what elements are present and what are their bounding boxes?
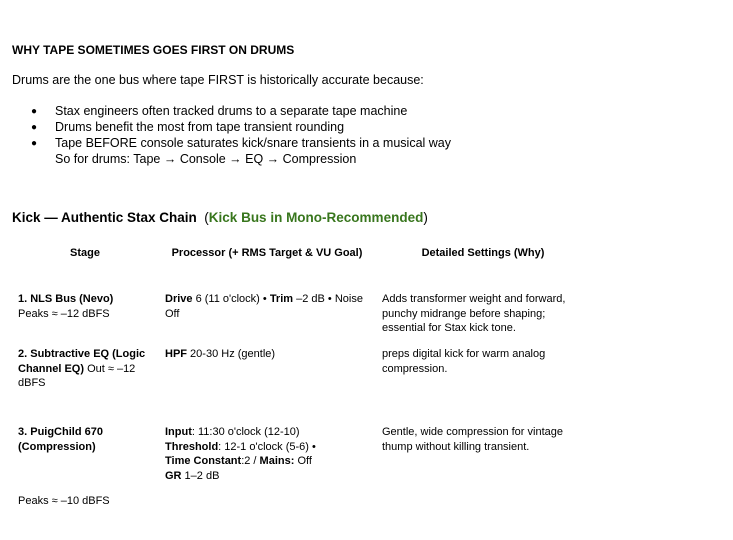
param-value: 20-30 Hz (gentle): [187, 348, 276, 360]
stage-name: 1. NLS Bus (Nevo): [18, 293, 114, 305]
processor-line: [165, 440, 369, 455]
bullet-text: Tape BEFORE console saturates kick/snare transients in a musical way: [55, 136, 452, 150]
param-label: Trim: [269, 293, 294, 305]
processor-cell: [165, 292, 369, 321]
param-value: –2 dB • Noise Off: [165, 293, 363, 320]
bullet-text: Drums benefit the most from tape transient rounding: [55, 120, 345, 134]
param-value: Off: [294, 455, 312, 467]
param-label: Mains:: [259, 455, 295, 467]
section-paren-open: (: [204, 210, 209, 225]
bullet-dot-icon: ●: [31, 106, 38, 117]
header-settings: Detailed Settings (Why): [421, 247, 545, 259]
param-value: : 11:30 o'clock (12-10): [191, 426, 300, 438]
header-processor: Processor (+ RMS Target & VU Goal): [171, 247, 363, 259]
footer-peaks: Peaks ≈ –10 dBFS: [18, 495, 110, 507]
bullet-text: Stax engineers often tracked drums to a separate tape machine: [55, 104, 408, 118]
stage-name: 2. Subtractive EQ (Logic Channel EQ): [18, 348, 146, 375]
section-paren-close: ): [423, 210, 428, 225]
intro-paragraph: Drums are the one bus where tape FIRST is historically accurate because:: [12, 73, 424, 87]
section-title: [12, 210, 428, 225]
section-note: Kick Bus in Mono-Recommended: [208, 210, 424, 225]
param-label: HPF: [165, 348, 187, 360]
page-heading: WHY TAPE SOMETIMES GOES FIRST ON DRUMS: [12, 43, 295, 57]
param-label: Threshold: [165, 440, 219, 453]
header-stage: Stage: [70, 247, 100, 259]
settings-cell: Adds transformer weight and forward, punchy midrange before shaping; essential for Stax kick tone.: [382, 293, 566, 334]
param-value: : 12-1 o'clock (5-6) •: [218, 440, 316, 453]
param-label: GR: [165, 469, 182, 482]
stage-peaks: Peaks ≈ –12 dBFS: [18, 307, 110, 320]
param-value: 6 (11 o'clock) •: [192, 293, 270, 305]
stage-cell: [18, 347, 150, 391]
param-label: Input: [165, 426, 192, 438]
stage-cell: [18, 425, 154, 454]
processor-line: [165, 454, 369, 469]
settings-cell: Gentle, wide compression for vintage thump without killing transient.: [382, 426, 563, 453]
stage-cell: [18, 292, 154, 321]
param-label: Time Constant: [165, 455, 242, 467]
bullet-continuation: So for drums: Tape → Console → EQ → Compression: [55, 152, 357, 166]
bullet-dot-icon: ●: [31, 122, 38, 133]
processor-line: [165, 469, 369, 484]
param-value: 1–2 dB: [181, 469, 220, 482]
section-title-text: Kick — Authentic Stax Chain: [12, 210, 197, 225]
stage-peaks: Out ≈ –12 dBFS: [18, 362, 136, 389]
param-label: Drive: [165, 293, 193, 305]
bullet-dot-icon: ●: [31, 138, 38, 149]
processor-cell: [165, 425, 369, 483]
stage-name: 3. PuigChild 670 (Compression): [18, 426, 103, 453]
processor-line: [165, 425, 369, 440]
processor-cell: [165, 347, 369, 362]
settings-cell: preps digital kick for warm analog compression.: [382, 348, 546, 375]
param-value: :2 /: [241, 455, 260, 467]
